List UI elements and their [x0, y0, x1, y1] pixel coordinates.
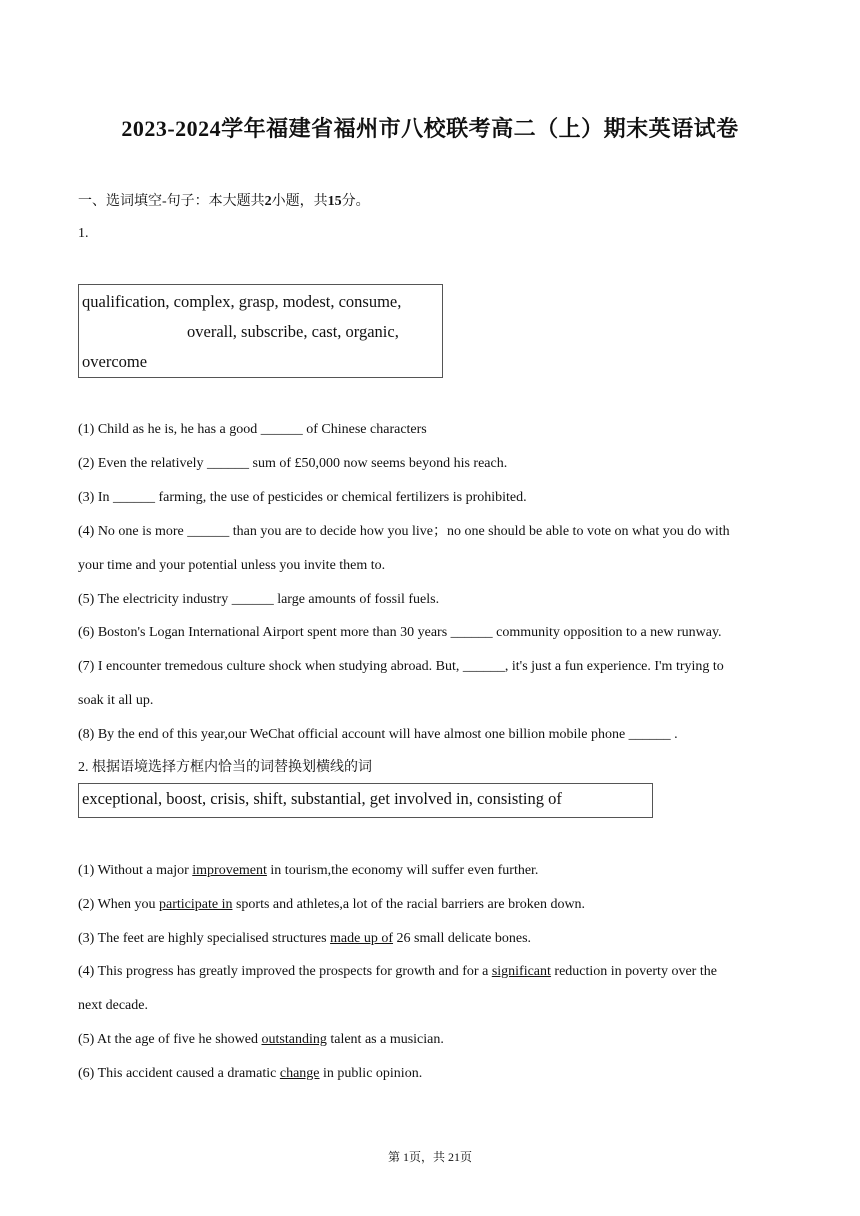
- q1-item: your time and your potential unless you invite them to.: [78, 558, 386, 573]
- q1-item: (4) No one is more ______ than you are to decide how you live；no one should be able to vote on what you do with: [78, 524, 730, 539]
- q2-item: [78, 962, 788, 982]
- q2-item-text: reduction in poverty over the: [550, 964, 717, 979]
- section-mid: 小题，共: [271, 194, 328, 209]
- word-bank-2: exceptional, boost, crisis, shift, substantial, get involved in, consisting of: [78, 783, 653, 818]
- q1-item: (8) By the end of this year,our WeChat official account will have almost one billion mobile phone ______ .: [78, 727, 678, 742]
- underlined-word: significant: [491, 964, 551, 979]
- word-bank-1-line: overall, subscribe, cast, organic,: [187, 322, 399, 341]
- word-bank-1: [78, 284, 443, 378]
- underlined-word: made up of: [330, 931, 394, 946]
- q2-item-text: next decade.: [78, 998, 148, 1013]
- q2-item: [78, 1030, 788, 1050]
- word-bank-1-line: qualification, complex, grasp, modest, consume,: [82, 292, 402, 311]
- q2-item-text: (5) At the age of five he showed: [78, 1032, 262, 1047]
- question-1-number: 1.: [78, 226, 89, 241]
- q2-item-text: (1) Without a major: [78, 863, 193, 878]
- q2-item-text: (4) This progress has greatly improved the prospects for growth and for a: [78, 964, 492, 979]
- q1-item: (5) The electricity industry ______ large amounts of fossil fuels.: [78, 592, 440, 607]
- underlined-word: improvement: [192, 863, 267, 878]
- q1-item: (1) Child as he is, he has a good ______ of Chinese characters: [78, 422, 427, 437]
- section-heading: [78, 190, 370, 210]
- word-bank-1-line: overcome: [82, 352, 148, 371]
- section-prefix: 一、选词填空-句子：本大题共: [78, 194, 265, 209]
- q2-item-text: in public opinion.: [319, 1066, 423, 1081]
- q2-item-text: in tourism,the economy will suffer even further.: [266, 863, 539, 878]
- q1-item: soak it all up.: [78, 693, 154, 708]
- underlined-word: outstanding: [261, 1032, 327, 1047]
- question-2-instruction: 2. 根据语境选择方框内恰当的词替换划横线的词: [78, 760, 372, 775]
- q2-item: [78, 1064, 788, 1084]
- section-suffix: 分。: [341, 194, 370, 209]
- q2-item-text: (6) This accident caused a dramatic: [78, 1066, 280, 1081]
- total-score: 15: [327, 194, 342, 209]
- q2-item-text: 26 small delicate bones.: [393, 931, 532, 946]
- q2-item-text: (2) When you: [78, 897, 159, 912]
- question-count: 2: [264, 194, 272, 209]
- q1-item: (7) I encounter tremedous culture shock when studying abroad. But, ______, it's just a fun experience. I'm trying to: [78, 659, 724, 674]
- underlined-word: participate in: [159, 897, 233, 912]
- q2-item: [78, 996, 788, 1016]
- q1-item: (6) Boston's Logan International Airport spent more than 30 years ______ community opposition to a new runway.: [78, 625, 722, 640]
- page-footer: 第 1页，共 21页: [387, 1150, 472, 1164]
- q1-item: (2) Even the relatively ______ sum of £50,000 now seems beyond his reach.: [78, 456, 508, 471]
- q2-item: [78, 861, 788, 881]
- q2-item-text: talent as a musician.: [326, 1032, 444, 1047]
- q2-item: [78, 929, 788, 949]
- q2-item-text: (3) The feet are highly specialised structures: [78, 931, 331, 946]
- q2-item-text: sports and athletes,a lot of the racial barriers are broken down.: [232, 897, 586, 912]
- q2-item: [78, 895, 788, 915]
- exam-title: 2023-2024学年福建省福州市八校联考高二（上）期末英语试卷: [121, 116, 739, 141]
- q1-item: (3) In ______ farming, the use of pesticides or chemical fertilizers is prohibited.: [78, 490, 527, 505]
- underlined-word: change: [279, 1066, 320, 1081]
